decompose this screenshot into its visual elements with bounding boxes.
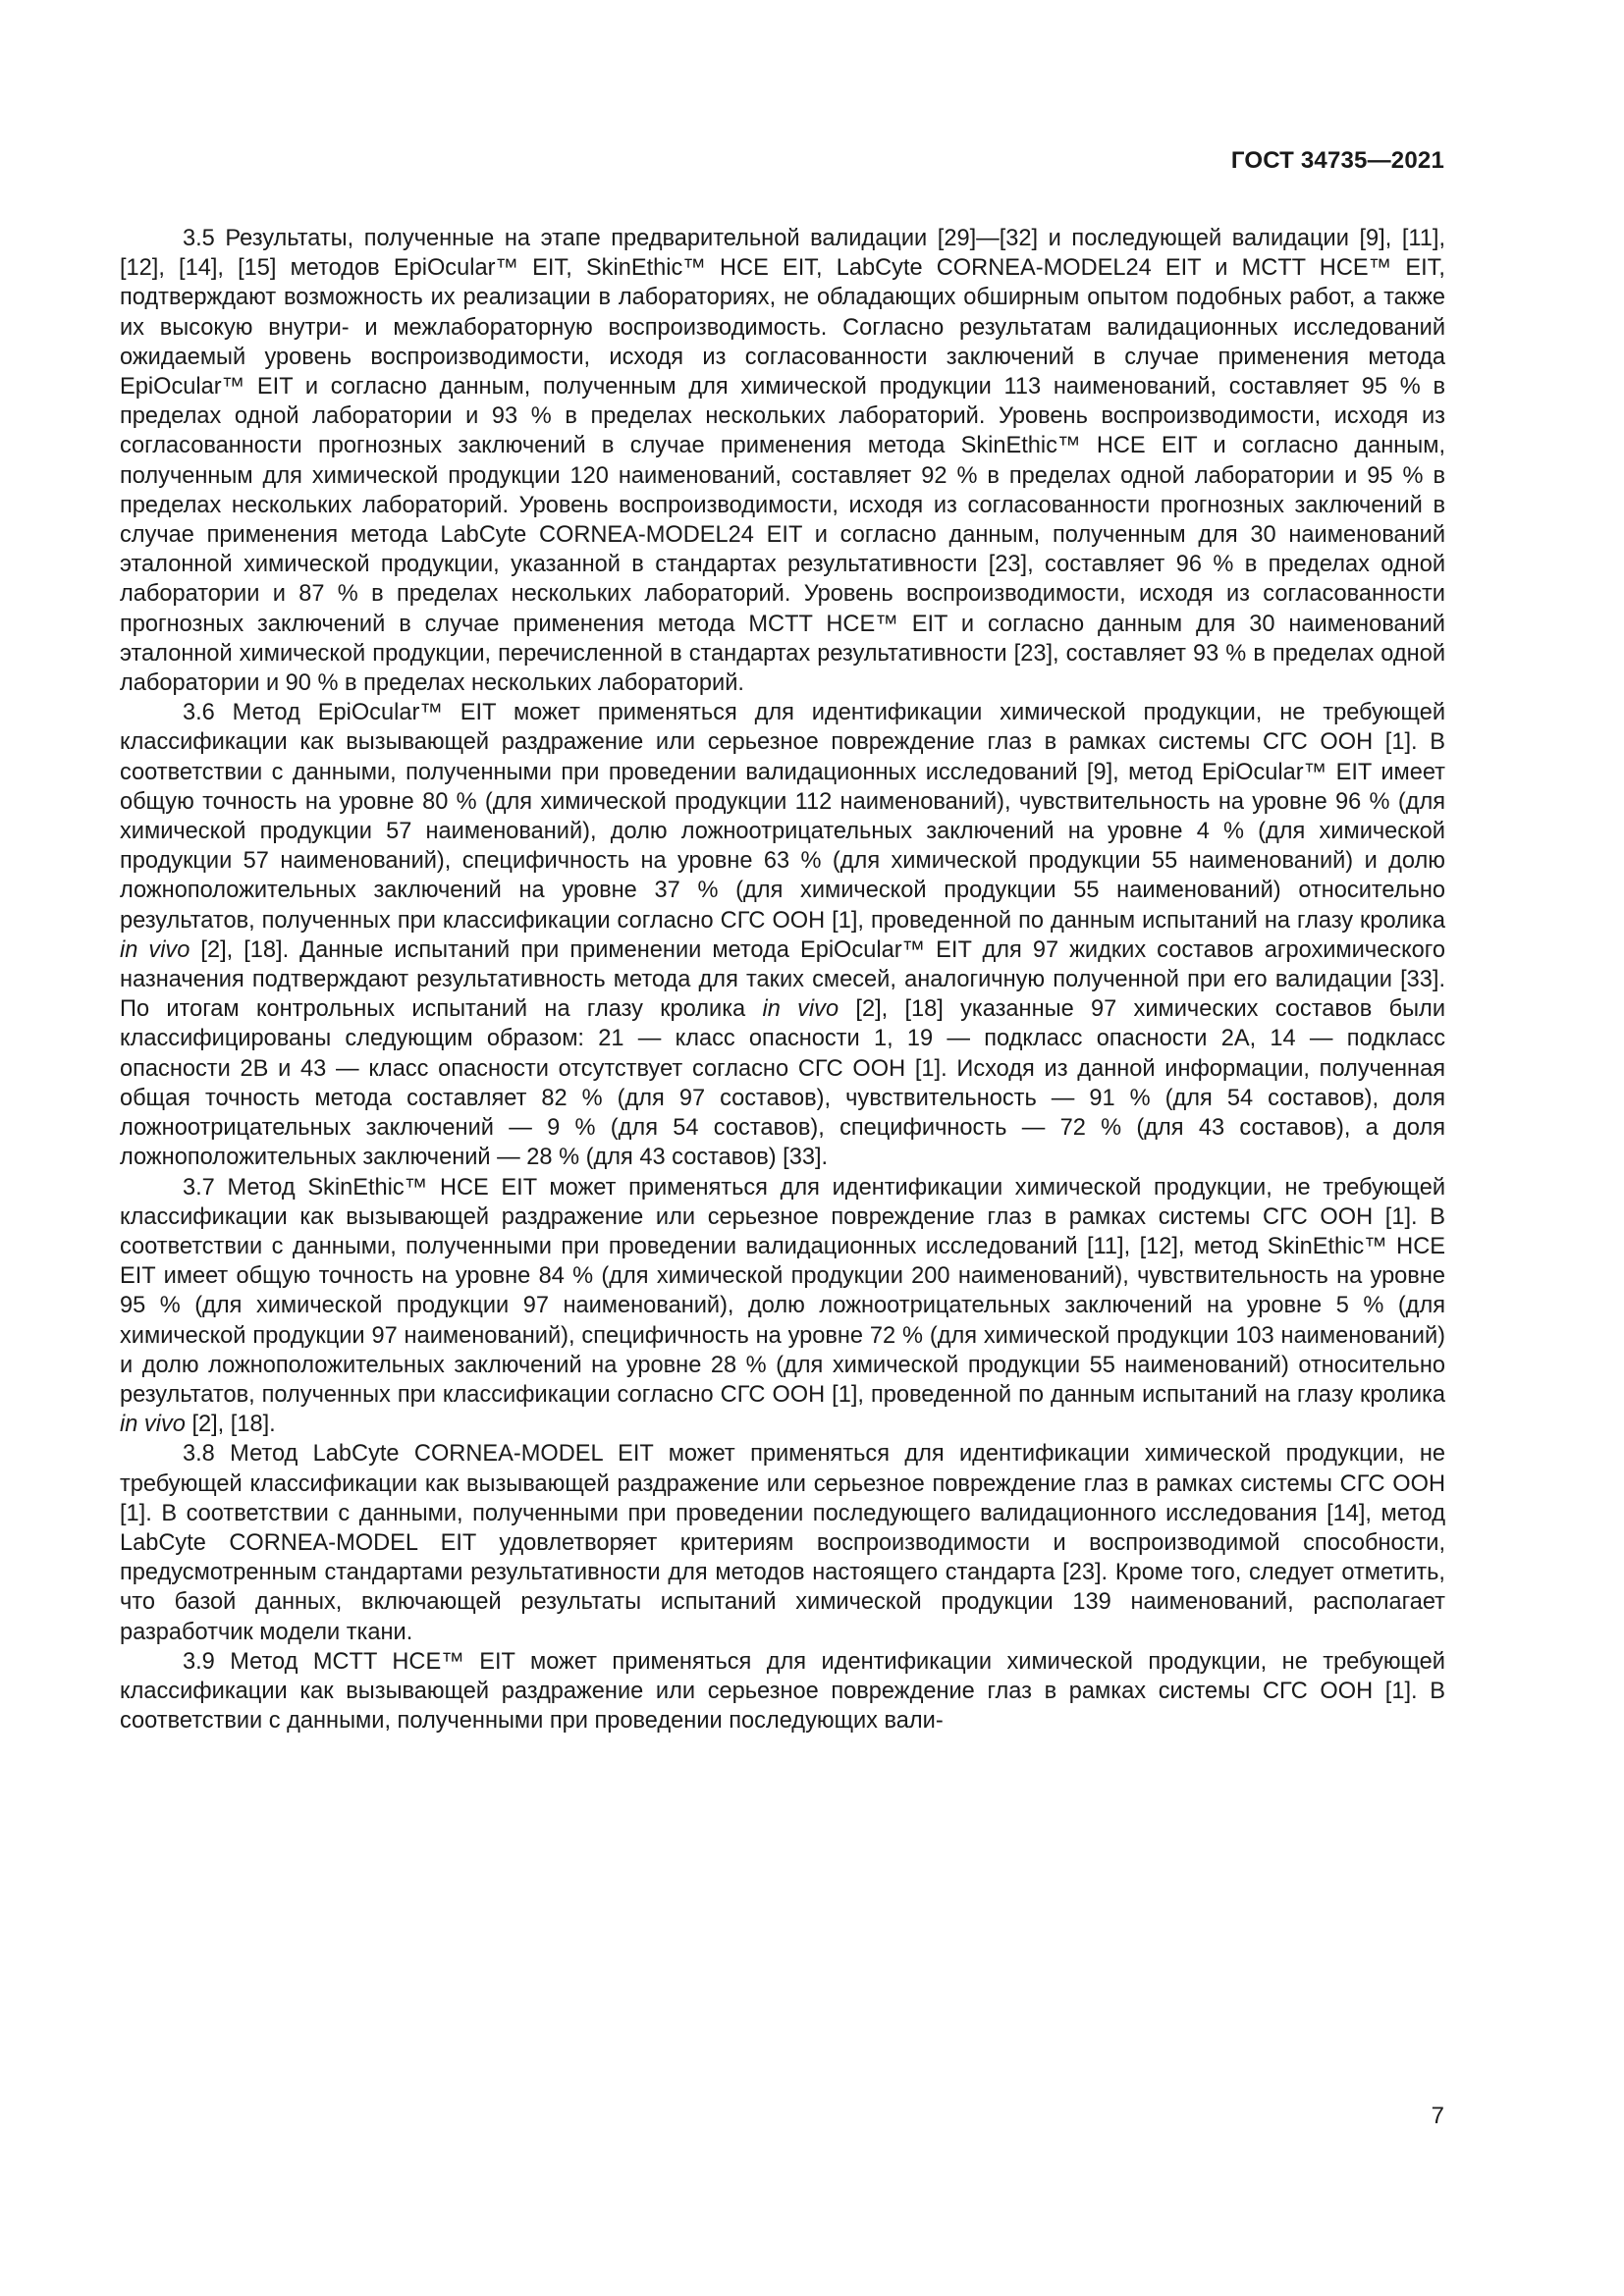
document-code-header: ГОСТ 34735—2021 — [1230, 147, 1444, 174]
paragraph-text: 3.6 Метод EpiOcular™ EIT может применяться для идентификации химической продукции, не требующей классификации как вызывающей раздражение или серьезное повреждение глаз в рамках системы СГС ООН [1]. В соответствии с данными, полученными при проведении валидационных исследований [9], метод EpiOcular™ EIT имеет общую точность на уровне 80 % (для химической продукции 112 наименований), чувствительность на уровне 96 % (для химической продукции 57 наименований), долю ложноотрицательных заключений на уровне 4 % (для химической продукции 57 наименований), специфичность на уровне 63 % (для химической продукции 55 наименований) и долю ложноположительных заключений на уровне 37 % (для химической продукции 55 наименований) относительно результатов, полученных при классификации согласно СГС ООН [1], проведенной по данным испытаний на глазу кролика — [120, 700, 1445, 934]
paragraph-text: 3.8 Метод LabCyte CORNEA-MODEL EIT может применяться для идентификации химической продукции, не требующей классификации как вызывающей раздражение или серьезное повреждение глаз в рамках системы СГС ООН [1]. В соответствии с данными, полученными при проведении последующего валидационного исследования [14], метод LabCyte CORNEA-MODEL EIT удовлетворяет критериям воспроизводимости и воспроизводимой способности, предусмотренным стандартами результативности для методов настоящего стандарта [23]. Кроме того, следует отметить, что базой данных, включающей результаты испытаний химической продукции 139 наименований, располагает разработчик модели ткани. — [120, 1441, 1445, 1645]
paragraph-text: [2], [18] указанные 97 химических составов были классифицированы следующим образом: 21 — класс опасности 1, 19 — подкласс опасности 2А, 14 — подкласс опасности 2В и 43 — класс опасности отсутствует согласно СГС ООН [1]. Исходя из данной информации, полученная общая точность метода составляет 82 % (для 97 составов), чувствительность — 91 % (для 54 составов), доля ложноотрицательных заключений — 9 % (для 54 составов), специфичность — 72 % (для 43 составов), а доля ложноположительных заключений — 28 % (для 43 составов) [33]. — [120, 996, 1445, 1171]
document-body — [120, 224, 1445, 1735]
italic-term: in vivo — [120, 1412, 186, 1438]
italic-term: in vivo — [120, 936, 190, 963]
paragraph-3-8 — [120, 1439, 1445, 1646]
italic-term: in vivo — [762, 996, 839, 1023]
page-number: 7 — [1431, 2103, 1444, 2129]
paragraph-3-9 — [120, 1647, 1445, 1736]
paragraph-text: [2], [18]. — [185, 1412, 276, 1438]
paragraph-text: 3.7 Метод SkinEthic™ HCE EIT может применяться для идентификации химической продукции, не требующей классификации как вызывающей раздражение или серьезное повреждение глаз в рамках системы СГС ООН [1]. В соответствии с данными, полученными при проведении валидационных исследований [11], [12], метод SkinEthic™ HCE EIT имеет общую точность на уровне 84 % (для химической продукции 200 наименований), чувствительность на уровне 95 % (для химической продукции 97 наименований), долю ложноотрицательных заключений на уровне 5 % (для химической продукции 97 наименований), специфичность на уровне 72 % (для химической продукции 103 наименований) и долю ложноположительных заключений на уровне 28 % (для химической продукции 55 наименований) относительно результатов, полученных при классификации согласно СГС ООН [1], проведенной по данным испытаний на глазу кролика — [120, 1174, 1445, 1408]
paragraph-text: 3.5 Результаты, полученные на этапе предварительной валидации [29]—[32] и последующей валидации [9], [11], [12], [14], [15] методов EpiOcular™ EIT, SkinEthic™ HCE EIT, LabCyte CORNEA-MODEL24 EIT и MCTT HCE™ EIT, подтверждают возможность их реализации в лабораториях, не обладающих обширным опытом подобных работ, а также их высокую внутри- и межлабораторную воспроизводимость. Согласно результатам валидационных исследований ожидаемый уровень воспроизводимости, исходя из согласованности заключений в случае применения метода EpiOcular™ EIT и согласно данным, полученным для химической продукции 113 наименований, составляет 95 % в пределах одной лаборатории и 93 % в пределах нескольких лабораторий. Уровень воспроизводимости, исходя из согласованности прогнозных заключений в случае применения метода SkinEthic™ HCE EIT и согласно данным, полученным для химической продукции 120 наименований, составляет 92 % в пределах одной лаборатории и 95 % в пределах нескольких лабораторий. Уровень воспроизводимости, исходя из согласованности прогнозных заключений в случае применения метода LabCyte CORNEA-MODEL24 EIT и согласно данным, полученным для 30 наименований эталонной химической продукции, указанной в стандартах результативности [23], составляет 96 % в пределах одной лаборатории и 87 % в пределах нескольких лабораторий. Уровень воспроизводимости, исходя из согласованности прогнозных заключений в случае применения метода MCTT HCE™ EIT и согласно данным для 30 наименований эталонной химической продукции, перечисленной в стандартах результативности [23], составляет 93 % в пределах одной лаборатории и 90 % в пределах нескольких лабораторий. — [120, 226, 1445, 697]
paragraph-3-6 — [120, 698, 1445, 1172]
paragraph-3-7 — [120, 1173, 1445, 1440]
paragraph-3-5 — [120, 224, 1445, 698]
paragraph-text: [2], [18]. Данные испытаний при применении метода EpiOcular™ EIT для 97 жидких составов агрохимического назначения подтверждают результативность метода для таких смесей, аналогичную полученной при его валидации [33]. По итогам контрольных испытаний на глазу кролика — [120, 936, 1445, 1023]
paragraph-text: 3.9 Метод MCTT HCE™ EIT может применяться для идентификации химической продукции, не требующей классификации как вызывающей раздражение или серьезное повреждение глаз в рамках системы СГС ООН [1]. В соответствии с данными, полученными при проведении последующих вали- — [120, 1648, 1445, 1735]
